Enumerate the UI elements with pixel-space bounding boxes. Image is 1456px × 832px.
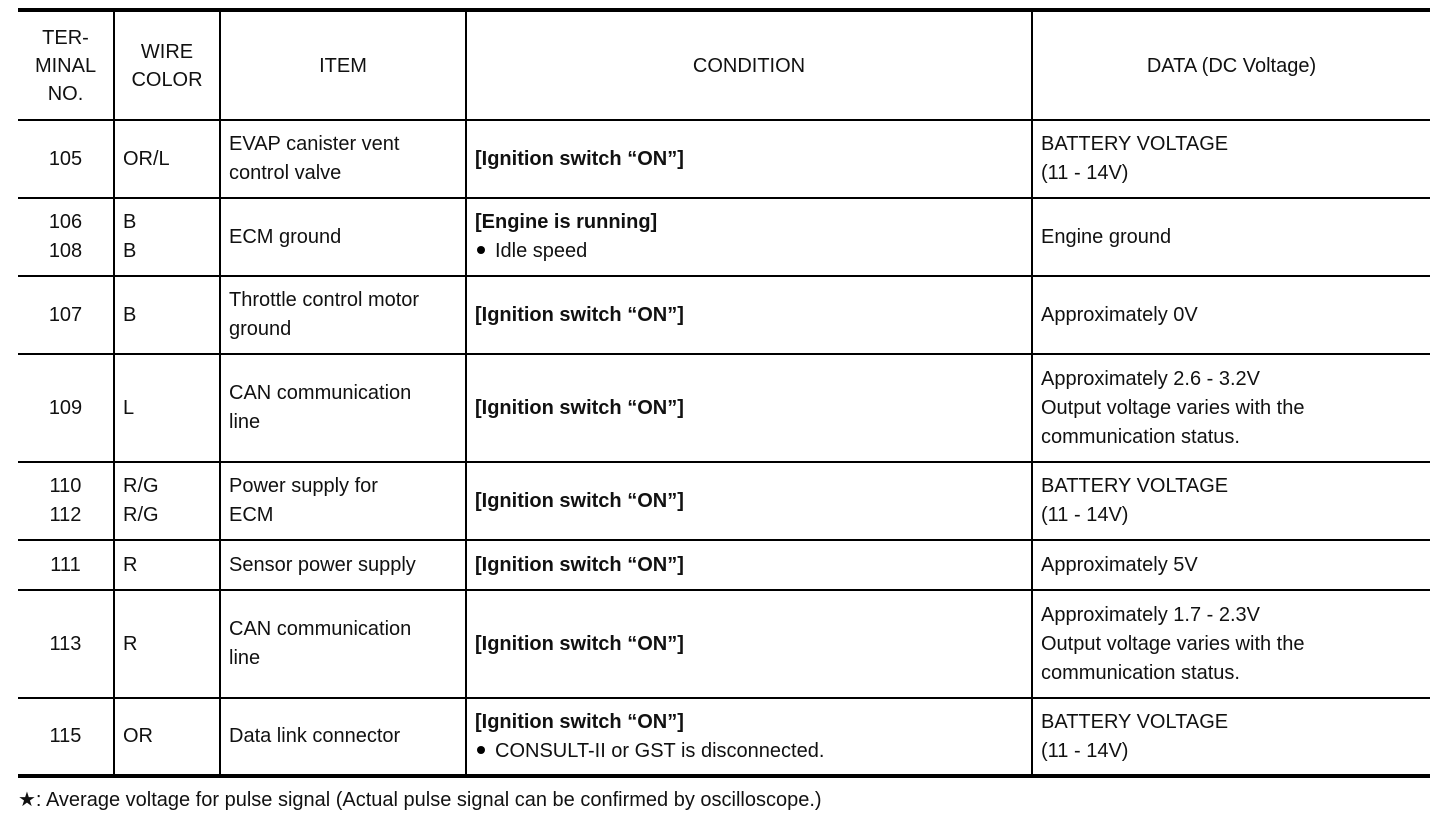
terminal-cell-line: 107: [48, 303, 83, 326]
wire-color-cell: [114, 698, 220, 776]
wire-color-cell-line: L: [123, 396, 135, 419]
data-cell: [1032, 276, 1430, 354]
terminal-cell-line: 108: [48, 240, 83, 262]
data-cell-line: Approximately 5V: [1041, 553, 1198, 576]
terminal-cell-line: 110: [49, 475, 82, 497]
condition-cell: [466, 354, 1032, 462]
data-cell-line: BATTERY VOLTAGE: [1041, 710, 1229, 733]
item-cell-line: ground: [229, 318, 292, 340]
data-cell-line: communication status.: [1041, 425, 1240, 448]
data-cell-line: BATTERY VOLTAGE: [1041, 133, 1229, 155]
header-row: [18, 10, 1430, 120]
wire-color-cell-line: R: [123, 632, 138, 655]
header-terminal: TER- MINAL NO.: [18, 10, 114, 120]
condition-heading: [Engine is running]: [475, 211, 658, 233]
terminal-cell-line: 105: [48, 147, 83, 170]
condition-cell: [466, 462, 1032, 540]
wire-color-cell: [114, 590, 220, 698]
condition-heading: [Ignition switch “ON”]: [475, 632, 684, 655]
data-cell: [1032, 120, 1430, 198]
condition-cell: [466, 590, 1032, 698]
terminal-cell-line: 112: [49, 504, 82, 526]
table-row: [18, 590, 1430, 698]
data-cell-line: Approximately 2.6 - 3.2V: [1041, 367, 1260, 390]
condition-heading: [Ignition switch “ON”]: [475, 396, 684, 419]
data-cell-line: Output voltage varies with the: [1041, 632, 1305, 655]
header-condition: CONDITION: [466, 10, 1032, 120]
wire-color-cell: [114, 120, 220, 198]
data-cell-line: Engine ground: [1041, 225, 1172, 248]
data-cell: [1032, 540, 1430, 590]
item-cell-line: Data link connector: [229, 725, 401, 747]
data-cell: [1032, 698, 1430, 776]
condition-bullet-text: CONSULT-II or GST is disconnected.: [495, 739, 825, 762]
terminal-cell-line: 115: [49, 725, 82, 747]
wire-color-cell: [114, 276, 220, 354]
terminal-cell-line: 106: [48, 211, 83, 233]
data-cell: [1032, 354, 1430, 462]
item-cell-line: line: [229, 411, 261, 433]
wire-color-cell-line: B: [123, 303, 137, 326]
data-cell: [1032, 198, 1430, 276]
wire-color-cell-line: R/G: [123, 475, 159, 497]
table-row: [18, 198, 1430, 276]
condition-cell: [466, 198, 1032, 276]
wire-color-cell-line: R/G: [123, 504, 159, 526]
condition-bullet-text: Idle speed: [495, 240, 588, 262]
condition-heading: [Ignition switch “ON”]: [475, 553, 684, 576]
terminal-cell: [18, 590, 114, 698]
data-cell-line: (11 - 14V): [1041, 504, 1129, 526]
item-cell: [220, 354, 466, 462]
table-row: [18, 354, 1430, 462]
terminal-cell: [18, 540, 114, 590]
item-cell-line: Sensor power supply: [229, 553, 416, 576]
wire-color-cell-line: B: [123, 211, 137, 233]
item-cell: [220, 590, 466, 698]
data-cell-line: Approximately 0V: [1041, 303, 1198, 326]
terminal-cell: [18, 120, 114, 198]
item-cell: [220, 276, 466, 354]
data-cell: [1032, 590, 1430, 698]
condition-heading: [Ignition switch “ON”]: [475, 489, 684, 512]
wire-color-cell: [114, 462, 220, 540]
terminal-cell-line: 111: [50, 553, 81, 576]
wire-color-cell: [114, 198, 220, 276]
wire-color-cell-line: OR/L: [123, 147, 170, 170]
table-row: [18, 276, 1430, 354]
item-cell-line: EVAP canister vent: [229, 133, 400, 155]
item-cell-line: CAN communication: [229, 618, 412, 640]
wire-color-cell: [114, 354, 220, 462]
terminal-table: [18, 8, 1430, 778]
wire-color-cell-line: R: [123, 553, 138, 576]
condition-cell: [466, 698, 1032, 776]
terminal-cell: [18, 198, 114, 276]
condition-cell: [466, 540, 1032, 590]
item-cell: [220, 198, 466, 276]
wire-color-cell-line: B: [123, 240, 137, 262]
condition-heading: [Ignition switch “ON”]: [475, 303, 684, 326]
condition-bullet-line: [475, 737, 1023, 766]
item-cell-line: CAN communication: [229, 382, 412, 404]
header-data: DATA (DC Voltage): [1032, 10, 1430, 120]
bullet-icon: [477, 746, 485, 754]
table-body: [18, 120, 1430, 776]
data-cell: [1032, 462, 1430, 540]
bullet-icon: [477, 246, 485, 254]
table-row: [18, 120, 1430, 198]
data-cell-line: Approximately 1.7 - 2.3V: [1041, 603, 1260, 626]
item-cell-line: Power supply for: [229, 475, 378, 497]
terminal-cell: [18, 276, 114, 354]
terminal-cell: [18, 698, 114, 776]
table-row: [18, 698, 1430, 776]
header-wire-color: WIRE COLOR: [114, 10, 220, 120]
table-row: [18, 462, 1430, 540]
wire-color-cell-line: OR: [123, 725, 153, 747]
condition-heading: [Ignition switch “ON”]: [475, 710, 684, 733]
item-cell-line: control valve: [229, 162, 342, 184]
data-cell-line: BATTERY VOLTAGE: [1041, 475, 1229, 497]
data-cell-line: (11 - 14V): [1041, 162, 1129, 184]
item-cell: [220, 540, 466, 590]
terminal-cell: [18, 354, 114, 462]
terminal-cell-line: 113: [49, 632, 82, 655]
table-row: [18, 540, 1430, 590]
data-cell-line: communication status.: [1041, 661, 1240, 684]
item-cell: [220, 462, 466, 540]
condition-bullet-line: [475, 237, 1023, 266]
footnote: ★: Average voltage for pulse signal (Actual pulse signal can be confirmed by oscilloscope.): [18, 789, 822, 811]
item-cell-line: ECM ground: [229, 225, 342, 248]
data-cell-line: (11 - 14V): [1041, 739, 1129, 762]
condition-cell: [466, 276, 1032, 354]
data-cell-line: Output voltage varies with the: [1041, 396, 1305, 419]
condition-heading: [Ignition switch “ON”]: [475, 147, 684, 170]
item-cell-line: ECM: [229, 504, 274, 526]
item-cell-line: Throttle control motor: [229, 289, 420, 311]
item-cell-line: line: [229, 647, 261, 669]
condition-cell: [466, 120, 1032, 198]
wire-color-cell: [114, 540, 220, 590]
terminal-cell: [18, 462, 114, 540]
header-item: ITEM: [220, 10, 466, 120]
item-cell: [220, 120, 466, 198]
terminal-cell-line: 109: [48, 396, 83, 419]
item-cell: [220, 698, 466, 776]
